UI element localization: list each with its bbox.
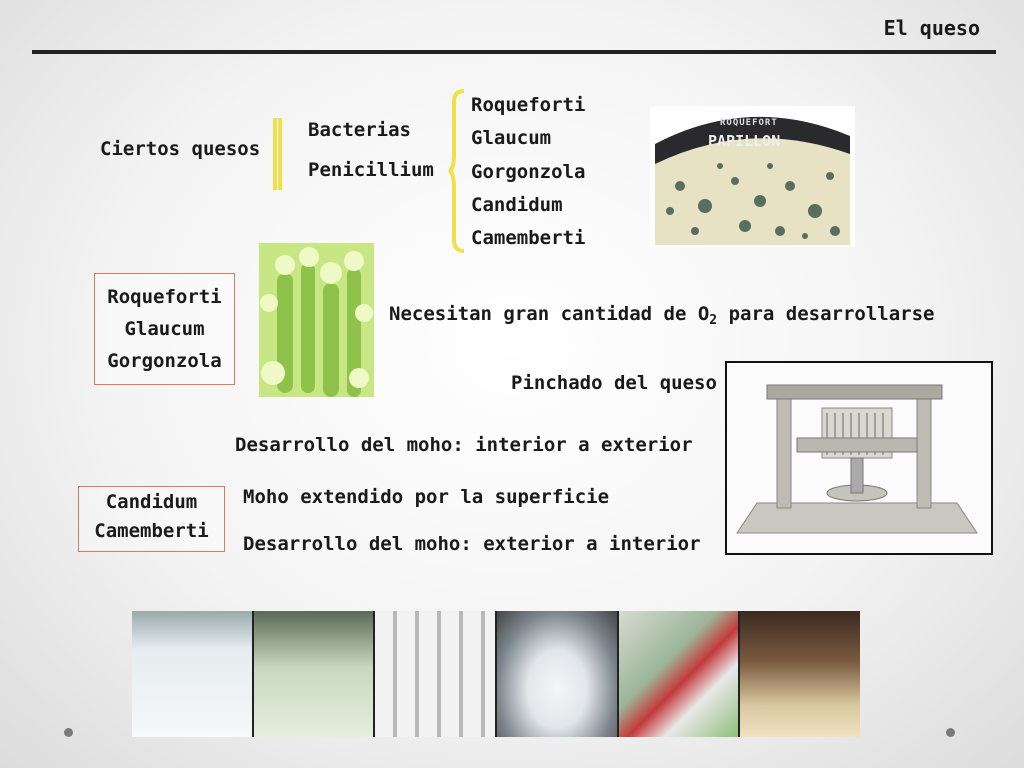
species-box-candidum-group xyxy=(78,486,225,552)
yellow-bracket-left-2 xyxy=(278,118,282,190)
species-glaucum: Glaucum xyxy=(471,127,552,149)
photo-aging-room xyxy=(740,611,860,737)
roquefort-label-main: PAPILLON xyxy=(708,132,781,150)
o2-text-before: Necesitan gran cantidad de O xyxy=(389,303,710,325)
pinchado-label: Pinchado del queso xyxy=(511,372,717,394)
piercing-machine-image xyxy=(725,361,993,555)
photo-cheese-molds xyxy=(375,611,497,737)
type-penicillium: Penicillium xyxy=(308,159,434,181)
desarrollo-interior-exterior: Desarrollo del moho: interior a exterior xyxy=(235,434,693,456)
photo-cheese-wheel xyxy=(497,611,619,737)
title-underline xyxy=(32,50,996,54)
photo-curd-1 xyxy=(132,611,254,737)
roquefort-cheese-image xyxy=(650,106,855,247)
moho-extendido-text: Moho extendido por la superficie xyxy=(243,486,610,508)
species-candidum: Candidum xyxy=(471,194,563,216)
yellow-brace xyxy=(448,88,468,254)
cheese-production-photo-strip xyxy=(132,611,860,737)
decorative-dot-left xyxy=(64,728,73,737)
decorative-dot-right xyxy=(946,728,955,737)
photo-curd-2 xyxy=(254,611,376,737)
species-roqueforti: Roqueforti xyxy=(471,94,586,116)
box1-gorgonzola: Gorgonzola xyxy=(107,350,222,372)
o2-subscript: 2 xyxy=(709,313,718,328)
box2-candidum: Candidum xyxy=(105,491,198,513)
box1-glaucum: Glaucum xyxy=(124,318,205,340)
mold-micrograph-image xyxy=(259,243,374,397)
yellow-bracket-left-1 xyxy=(273,118,277,190)
species-gorgonzola: Gorgonzola xyxy=(471,161,586,183)
species-camemberti: Camemberti xyxy=(471,227,586,249)
box1-roqueforti: Roqueforti xyxy=(107,286,222,308)
species-box-roqueforti-group xyxy=(94,273,235,385)
photo-salting xyxy=(619,611,741,737)
o2-requirement-text xyxy=(389,305,934,327)
box2-camemberti: Camemberti xyxy=(94,520,209,542)
roquefort-label-top: ROQUEFORT xyxy=(720,118,778,128)
type-bacterias: Bacterias xyxy=(308,119,411,141)
slide-title: El queso xyxy=(883,16,980,40)
ciertos-quesos-label: Ciertos quesos xyxy=(100,138,261,160)
o2-text-after: para desarrollarse xyxy=(717,303,935,325)
desarrollo-exterior-interior: Desarrollo del moho: exterior a interior xyxy=(243,533,701,555)
